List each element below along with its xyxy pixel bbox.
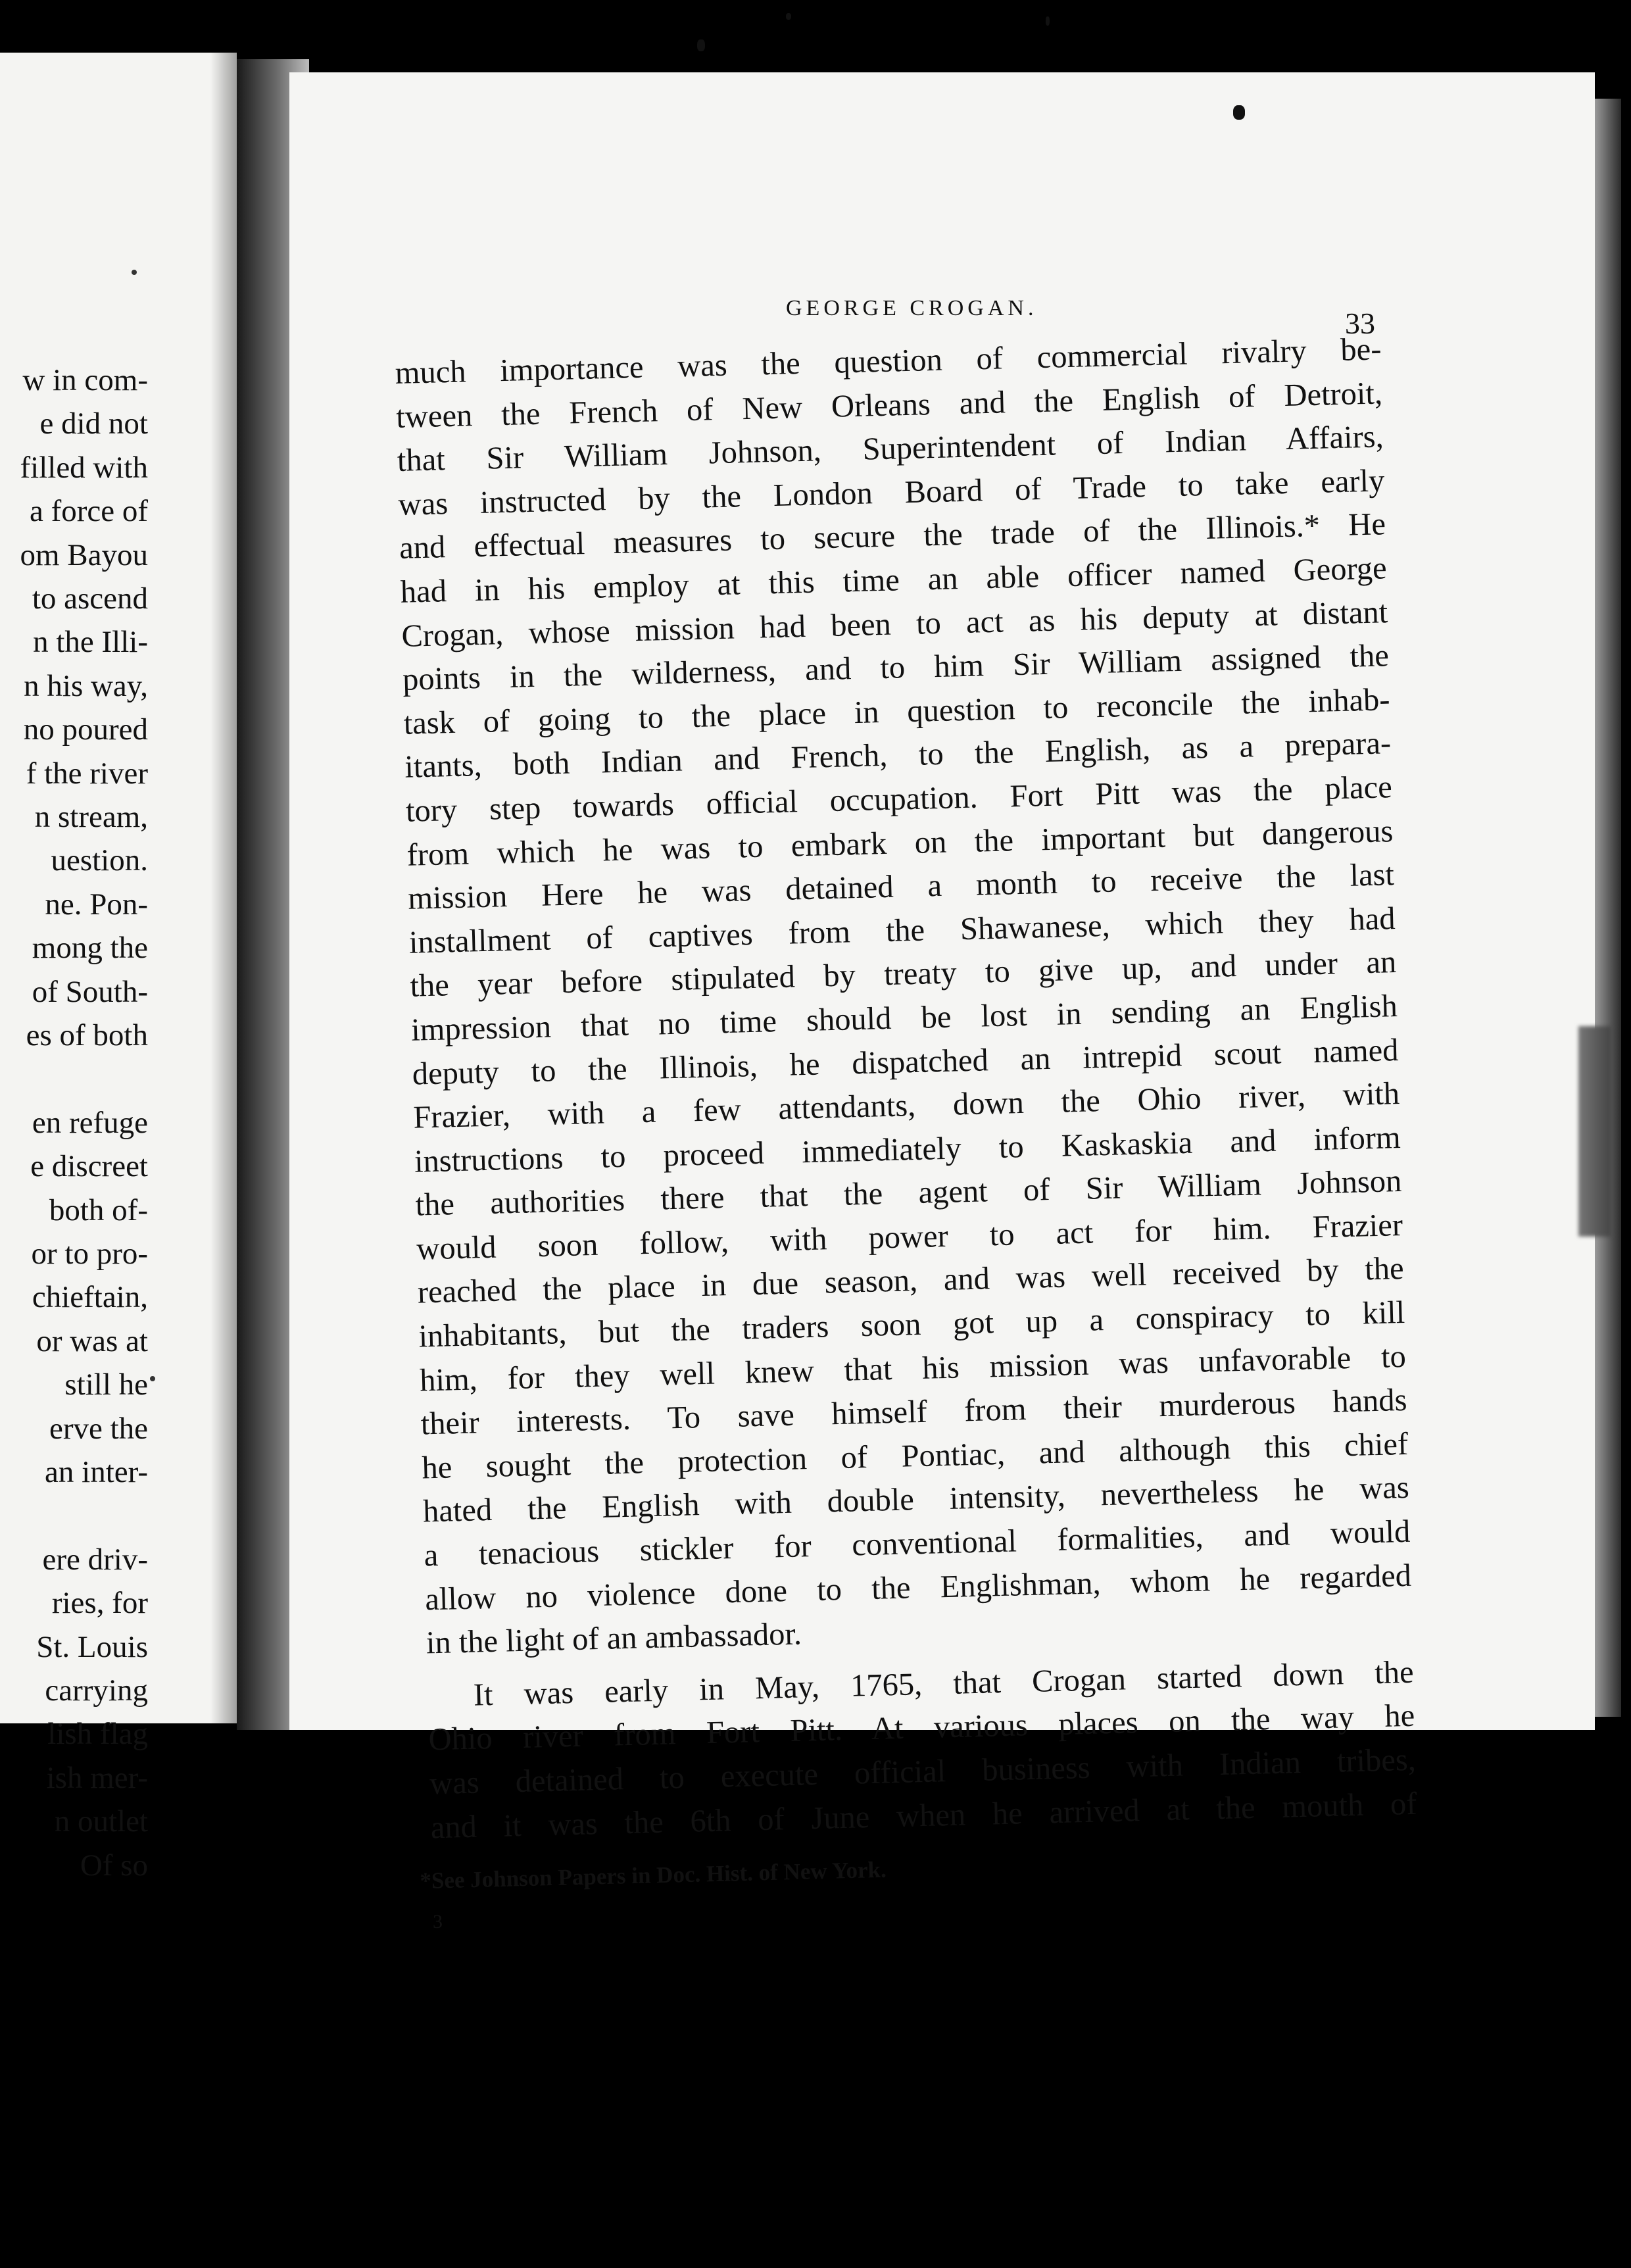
left-page-line: e discreet — [30, 1149, 148, 1184]
body-line: itants, both Indian and French, to the English, as a prepara- — [404, 726, 1392, 785]
footnote: *See Johnson Papers in Doc. Hist. of New York. — [420, 1856, 887, 1894]
left-page-line: ries, for — [51, 1586, 148, 1621]
body-line: a tenacious stickler for conventional formalities, and would — [424, 1514, 1411, 1573]
ink-speck — [150, 1376, 155, 1381]
page-number: 33 — [1345, 307, 1375, 340]
body-line: Ohio river from Fort Pitt. At various places on the way he — [427, 1698, 1415, 1758]
left-page-line: n outlet — [54, 1804, 148, 1839]
left-page-line: n his way, — [24, 668, 148, 703]
left-page-line: no poured — [23, 712, 148, 747]
paragraph-2 — [427, 1651, 1417, 1850]
page-edge-shadow — [1595, 99, 1621, 1717]
running-head: GEORGE CROGAN. — [786, 296, 1038, 320]
left-page-line: or was at — [36, 1323, 148, 1358]
left-page-line: en refuge — [32, 1105, 148, 1140]
body-line: instructions to proceed immediately to Kaskaskia and inform — [414, 1120, 1401, 1179]
body-line: would soon follow, with power to act for him. Frazier — [416, 1207, 1403, 1267]
left-page-line: om Bayou — [20, 537, 148, 572]
left-page-line: still he — [64, 1368, 148, 1402]
left-page-line: es of both — [26, 1018, 148, 1052]
body-line: in the light of an ambassador. — [426, 1616, 802, 1661]
left-page-line: erve the — [49, 1411, 148, 1446]
body-line: tory step towards official occupation. Fort Pitt was the place — [405, 770, 1393, 829]
body-line: It was early in May, 1765, that Crogan started down the — [473, 1654, 1415, 1713]
left-page-line: n the Illi- — [33, 625, 148, 660]
body-line: installment of captives from the Shawanese, which they had — [408, 900, 1396, 960]
body-line: he sought the protection of Pontiac, and although this chief — [421, 1426, 1409, 1486]
left-page-line: Of so — [80, 1848, 148, 1883]
body-line: Crogan, whose mission had been to act as his deputy at distant — [401, 594, 1388, 654]
body-line: the authorities there that the agent of Sir William Johnson — [415, 1164, 1402, 1223]
bleed-through-mark — [1578, 1026, 1611, 1237]
left-page-line: chieftain, — [32, 1280, 148, 1315]
left-page-line: to ascend — [32, 581, 148, 616]
left-page-line: uestion. — [51, 843, 148, 878]
paragraph-1 — [395, 328, 1413, 1665]
body-line: tween the French of New Orleans and the English of Detroit, — [395, 375, 1383, 435]
left-page-line: lish flag — [47, 1717, 148, 1752]
body-line: had in his employ at this time an able officer named George — [400, 551, 1388, 610]
left-page-line: w in com- — [22, 363, 148, 397]
ink-speck — [697, 39, 705, 51]
body-text — [395, 328, 1417, 1850]
body-line: points in the wilderness, and to him Sir William assigned the — [402, 638, 1390, 697]
body-line: hated the English with double intensity, nevertheless he was — [422, 1470, 1410, 1529]
left-page-line: St. Louis — [36, 1629, 148, 1664]
body-line: was instructed by the London Board of Trade to take early — [398, 463, 1385, 522]
body-line: allow no violence done to the Englishman, whom he regarded — [424, 1558, 1412, 1617]
body-line: him, for they well knew that his mission was unfavorable to — [419, 1339, 1407, 1398]
body-line: and effectual measures to secure the trade of the Illinois.* He — [399, 506, 1386, 566]
ink-speck — [786, 13, 791, 20]
body-line: their interests. To save himself from their murderous hands — [420, 1383, 1408, 1442]
body-line: reached the place in due season, and was well received by the — [417, 1251, 1405, 1311]
body-line: was detained to execute official business with Indian tribes, — [429, 1742, 1417, 1802]
left-page-line: mong the — [32, 931, 148, 966]
page-curl-shadow — [210, 53, 237, 1723]
left-page-line: n stream, — [34, 800, 148, 834]
left-page-line: filled with — [20, 450, 148, 485]
left-page-line: of South- — [32, 974, 148, 1009]
ink-speck — [1046, 16, 1050, 26]
left-page-line: f the river — [26, 756, 148, 791]
left-page-line: carrying — [45, 1673, 148, 1708]
left-page-line: both of- — [49, 1193, 148, 1227]
left-page-line: an inter- — [45, 1455, 148, 1489]
body-line: Frazier, with a few attendants, down the Ohio river, with — [412, 1076, 1400, 1135]
left-page-line: or to pro- — [31, 1237, 148, 1271]
body-line: much importance was the question of commercial rivalry be- — [395, 332, 1382, 391]
left-facing-page — [0, 53, 237, 1883]
left-page-line: ne. Pon- — [45, 887, 148, 922]
body-line: impression that no time should be lost in sending an English — [410, 988, 1398, 1048]
left-page-line: e did not — [39, 407, 148, 441]
ink-speck — [132, 270, 137, 275]
body-line: from which he was to embark on the important but dangerous — [406, 813, 1394, 873]
body-line: deputy to the Illinois, he dispatched an intrepid scout named — [412, 1032, 1400, 1092]
body-line: that Sir William Johnson, Superintendent of Indian Affairs, — [397, 419, 1384, 479]
body-line: the year before stipulated by treaty to give up, and under an — [409, 945, 1397, 1004]
signature-mark: 3 — [433, 1911, 443, 1933]
left-page-line: a force of — [29, 494, 148, 529]
body-line: task of going to the place in question to reconcile the inhab- — [403, 681, 1391, 741]
body-line: and it was the 6th of June when he arrived at the mouth of — [430, 1786, 1418, 1845]
body-line: inhabitants, but the traders soon got up a conspiracy to kill — [418, 1294, 1405, 1354]
left-page-line: ere driv- — [42, 1542, 148, 1577]
left-page-line: ish mer- — [46, 1760, 148, 1795]
ink-speck — [1233, 105, 1245, 120]
body-line: mission Here he was detained a month to receive the last — [407, 857, 1395, 916]
